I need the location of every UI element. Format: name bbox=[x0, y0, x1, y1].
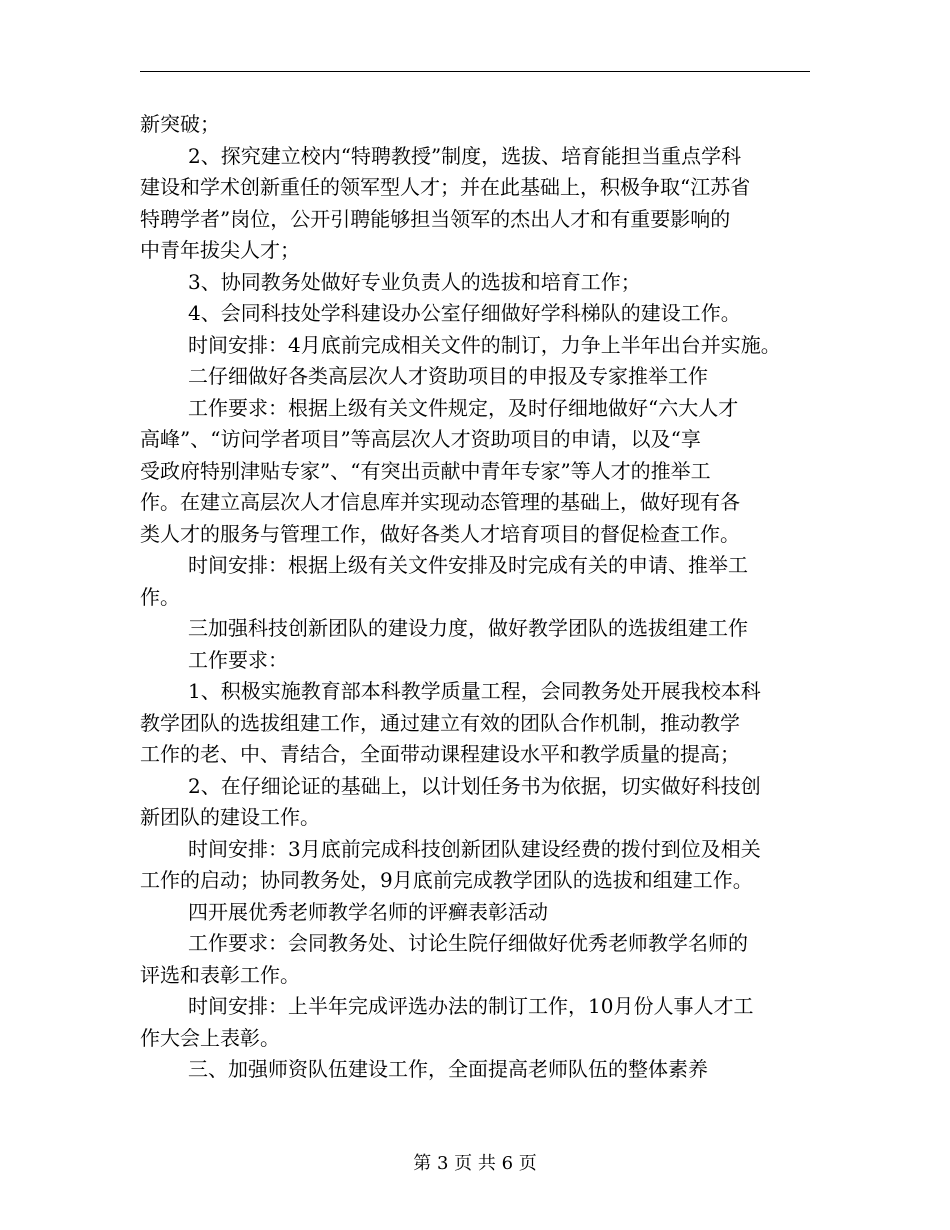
text-line: 2、探究建立校内“特聘教授”制度，选拔、培育能担当重点学科 bbox=[188, 143, 742, 168]
text-line: 二仔细做好各类高层次人才资助项目的申报及专家推举工作 bbox=[188, 364, 708, 388]
text-line: 1、积极实施教育部本科教学质量工程，会同教务处开展我校本科 bbox=[188, 679, 761, 703]
text-line: 时间安排：3月底前完成科技创新团队建设经费的拨付到位及相关 bbox=[188, 836, 761, 861]
text-line: 新突破； bbox=[140, 112, 220, 136]
text-line: 三加强科技创新团队的建设力度，做好教学团队的选拔组建工作 bbox=[188, 616, 748, 640]
text-line: 作。在建立高层次人才信息库并实现动态管理的基础上，做好现有各 bbox=[140, 490, 740, 514]
text-line: 2、在仔细论证的基础上，以计划任务书为依据，切实做好科技创 bbox=[188, 773, 761, 798]
text-line: 新团队的建设工作。 bbox=[140, 805, 320, 829]
text-line: 四开展优秀老师教学名师的评癣表彰活动 bbox=[188, 899, 548, 924]
text-line: 作大会上表彰。 bbox=[140, 1025, 280, 1050]
text-line: 评选和表彰工作。 bbox=[140, 962, 300, 987]
text-line: 特聘学者”岗位，公开引聘能够担当领军的杰出人才和有重要影响的 bbox=[140, 206, 731, 231]
text-line: 4、会同科技处学科建设办公室仔细做好学科梯队的建设工作。 bbox=[188, 301, 741, 325]
text-line: 工作的老、中、青结合，全面带动课程建设水平和教学质量的提高； bbox=[140, 742, 740, 766]
text-line: 时间安排：根据上级有关文件安排及时完成有关的申请、推举工 bbox=[188, 553, 748, 577]
text-line: 作。 bbox=[140, 584, 180, 609]
text-line: 3、协同教务处做好专业负责人的选拔和培育工作； bbox=[188, 269, 641, 294]
text-line: 时间安排：4月底前完成相关文件的制订，力争上半年出台并实施。 bbox=[188, 332, 781, 357]
text-line: 三、加强师资队伍建设工作，全面提高老师队伍的整体素养 bbox=[188, 1057, 708, 1081]
text-line: 建设和学术创新重任的领军型人才；并在此基础上，积极争取“江苏省 bbox=[140, 175, 751, 199]
text-line: 教学团队的选拔组建工作，通过建立有效的团队合作机制，推动教学 bbox=[140, 710, 740, 735]
text-line: 工作要求： bbox=[188, 647, 288, 672]
page-number: 第 3 页 共 6 页 bbox=[413, 1153, 537, 1174]
text-line: 工作的启动；协同教务处，9月底前完成教学团队的选拔和组建工作。 bbox=[140, 868, 753, 892]
header-rule bbox=[140, 71, 810, 72]
text-line: 高峰”、“访问学者项目”等高层次人才资助项目的申请，以及“享 bbox=[140, 427, 701, 451]
text-line: 受政府特别津贴专家”、“有突出贡献中青年专家”等人才的推举工 bbox=[140, 458, 711, 483]
text-line: 工作要求：根据上级有关文件规定，及时仔细地做好“六大人才 bbox=[188, 395, 739, 420]
text-line: 中青年拔尖人才； bbox=[140, 238, 300, 262]
text-line: 工作要求：会同教务处、讨论生院仔细做好优秀老师教学名师的 bbox=[188, 931, 748, 955]
text-line: 类人才的服务与管理工作，做好各类人才培育项目的督促检查工作。 bbox=[140, 521, 740, 546]
text-line: 时间安排：上半年完成评选办法的制订工作，10月份人事人才工 bbox=[188, 994, 754, 1018]
